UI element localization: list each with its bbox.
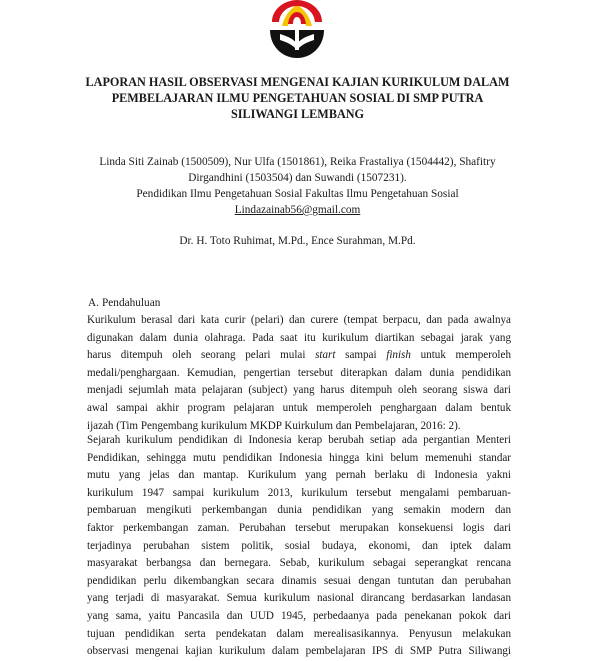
paragraph-line: yang sama, yaitu Pancasila dan UUD 1945, perbedaanya pada penekanan pokok dari xyxy=(87,609,511,622)
paragraph-line: ijazah (Tim Pengembang kurikulum MKDP Kuirkulum dan Pembelajaran, 2016: 2). xyxy=(87,419,461,432)
paragraph-2 xyxy=(87,432,511,661)
italic-term: start xyxy=(315,349,336,362)
section-title: Pendahuluan xyxy=(102,297,161,309)
paragraph-line: yang terjadi di masyarakat. Semua kurikulum nasional dirancang berdasarkan landasan xyxy=(87,592,511,605)
paper-title xyxy=(40,74,555,122)
paragraph-line: Kurikulum berasal dari kata curir (pelari) dan curere (tempat berpacu, dan pada awalnya xyxy=(87,314,511,326)
paragraph-line: observasi mengenai kajian kurikulum dalam pembelajaran IPS di SMP Putra Siliwangi xyxy=(87,645,511,658)
paragraph-line: mutu yang jelas dan mantap. Kurikulum yang pernah berlaku di Indonesia yakni xyxy=(87,469,511,482)
paragraph-line: pembaruan mengikuti perkembangan dunia pendidikan yang semakin modern dan xyxy=(87,504,511,517)
paragraph-line: kurikulum 1947 sampai kurikulum 2013, kurikulum tersebut mengalami pembaruan- xyxy=(87,486,511,499)
title-line: LAPORAN HASIL OBSERVASI MENGENAI KAJIAN KURIKULUM DALAM xyxy=(85,75,510,89)
italic-term: finish xyxy=(386,349,411,362)
paragraph-line: digunakan dalam dunia olahraga. Pada saat itu kurikulum diartikan sebagai jarak yang xyxy=(87,331,511,344)
paragraph-line: masyarakat berbangsa dan bernegara. Sebab, kurikulum sebagai seperangkat rencana xyxy=(87,557,511,570)
supervisors: Dr. H. Toto Ruhimat, M.Pd., Ence Surahman, M.Pd. xyxy=(179,235,416,247)
author-block xyxy=(60,154,535,218)
paragraph-line: Sejarah kurikulum pendidikan di Indonesia kerap berubah setiap ada pergantian Menteri xyxy=(87,434,511,446)
section-heading xyxy=(88,297,160,309)
paragraph-line: faktor perkembangan zaman. Perubahan tersebut merupakan konsekuensi logis dari xyxy=(87,521,511,534)
university-logo-icon xyxy=(266,0,328,60)
section-number: A. xyxy=(88,297,99,309)
paragraph-line: harus ditempuh oleh seorang pelari mulai start sampai finish untuk memperoleh xyxy=(87,349,511,362)
paragraph-line: terjadinya perubahan sistem politik, sosial budaya, ekonomi, dan iptek dalam xyxy=(87,539,511,552)
paragraph-line: menjadi sejumlah mata pelajaran (subject) yang harus ditempuh oleh seorang siswa dari xyxy=(87,384,511,397)
email-link[interactable]: Lindazainab56@gmail.com xyxy=(234,204,361,216)
affiliation: Pendidikan Ilmu Pengetahuan Sosial Fakultas Ilmu Pengetahuan Sosial xyxy=(136,188,459,200)
authors-line: Dirgandhini (1503504) dan Suwandi (1507231). xyxy=(188,172,407,184)
paragraph-1 xyxy=(87,312,511,435)
title-line: SILIWANGI LEMBANG xyxy=(230,107,365,121)
paragraph-line: pendidikan perlu dikembangkan secara dinamis sesuai dengan tuntutan dan perubahan xyxy=(87,574,511,587)
authors-line: Linda Siti Zainab (1500509), Nur Ulfa (1501861), Reika Frastaliya (1504442), Shafitry xyxy=(99,156,496,168)
paragraph-line: medali/penghargaan. Kemudian, pengertian tersebut diterapkan dalam dunia pendidikan xyxy=(87,366,511,379)
paragraph-line: tujuan pendidikan serta pendekatan dalam merealisasikannya. Penyusun melakukan xyxy=(87,627,511,640)
title-line: PEMBELAJARAN ILMU PENGETAHUAN SOSIAL DI SMP PUTRA xyxy=(111,91,484,105)
paragraph-line: Pendidikan, sehingga mutu pendidikan Indonesia hingga kini belum memenuhi standar xyxy=(87,451,511,464)
paragraph-line: awal sampai akhir program pelajaran untuk memperoleh penghargaan dalam bentuk xyxy=(87,401,511,414)
